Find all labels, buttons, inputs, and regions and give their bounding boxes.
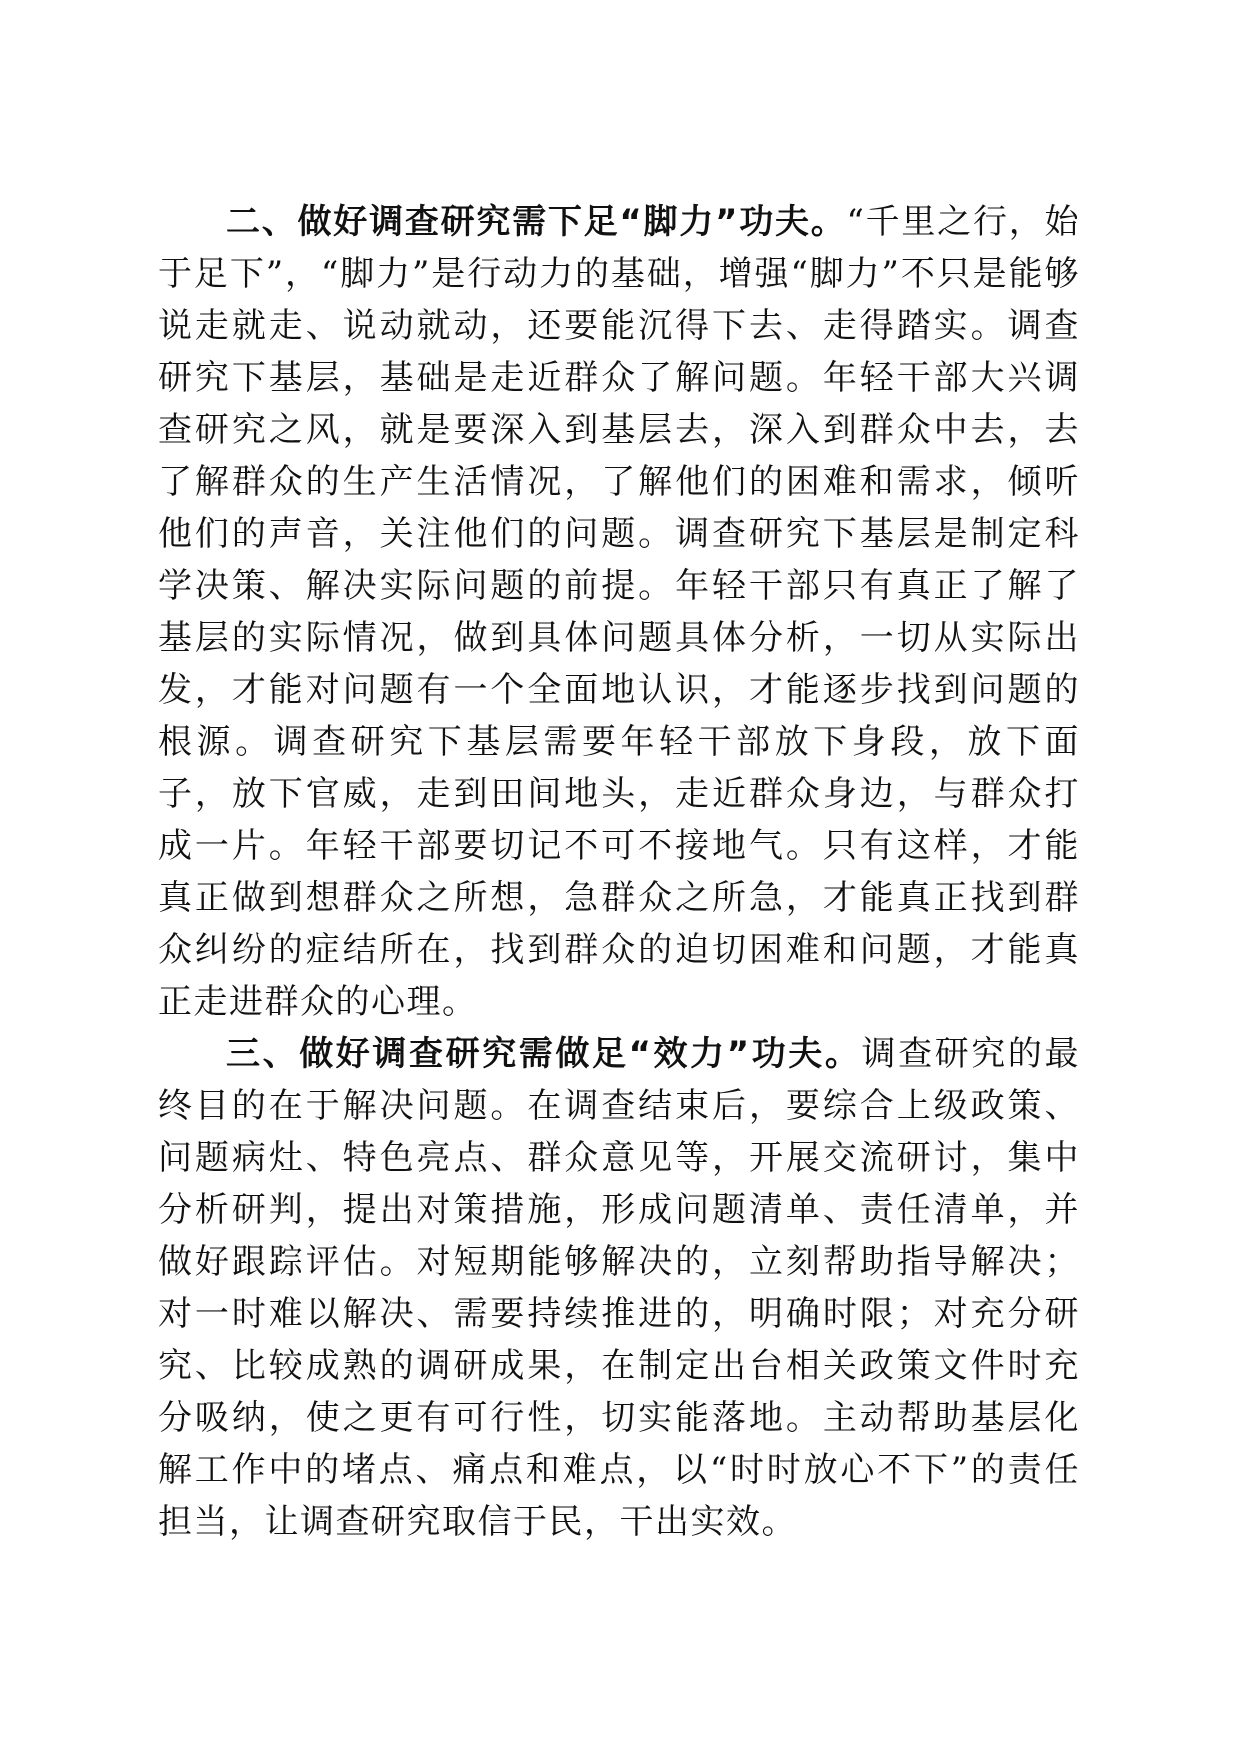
paragraph-xiaoli bbox=[158, 1028, 1080, 1548]
document-body bbox=[158, 196, 1080, 1548]
paragraph-jiaoli bbox=[158, 196, 1080, 1028]
section-heading-jiaoli: 二、做好调查研究需下足“脚力”功夫。 bbox=[226, 202, 847, 242]
section-heading-xiaoli: 三、做好调查研究需做足“效力”功夫。 bbox=[226, 1034, 862, 1074]
section-body-jiaoli: “千里之行，始于足下”，“脚力”是行动力的基础，增强“脚力”不只是能够说走就走、说动就动，还要能沉得下去、走得踏实。调查研究下基层，基础是走近群众了解问题。年轻干部大兴调查研究之风，就是要深入到基层去，深入到群众中去，去了解群众的生产生活情况，了解他们的困难和需求，倾听他们的声音，关注他们的问题。调查研究下基层是制定科学决策、解决实际问题的前提。年轻干部只有真正了解了基层的实际情况，做到具体问题具体分析，一切从实际出发，才能对问题有一个全面地认识，才能逐步找到问题的根源。调查研究下基层需要年轻干部放下身段，放下面子，放下官威，走到田间地头，走近群众身边，与群众打成一片。年轻干部要切记不可不接地气。只有这样，才能真正做到想群众之所想，急群众之所急，才能真正找到群众纠纷的症结所在，找到群众的迫切困难和问题，才能真正走进群众的心理。 bbox=[158, 202, 1080, 1022]
section-body-xiaoli: 调查研究的最终目的在于解决问题。在调查结束后，要综合上级政策、问题病灶、特色亮点、群众意见等，开展交流研讨，集中分析研判，提出对策措施，形成问题清单、责任清单，并做好跟踪评估。对短期能够解决的，立刻帮助指导解决；对一时难以解决、需要持续推进的，明确时限；对充分研究、比较成熟的调研成果，在制定出台相关政策文件时充分吸纳，使之更有可行性，切实能落地。主动帮助基层化解工作中的堵点、痛点和难点，以“时时放心不下”的责任担当，让调查研究取信于民，干出实效。 bbox=[158, 1034, 1080, 1542]
